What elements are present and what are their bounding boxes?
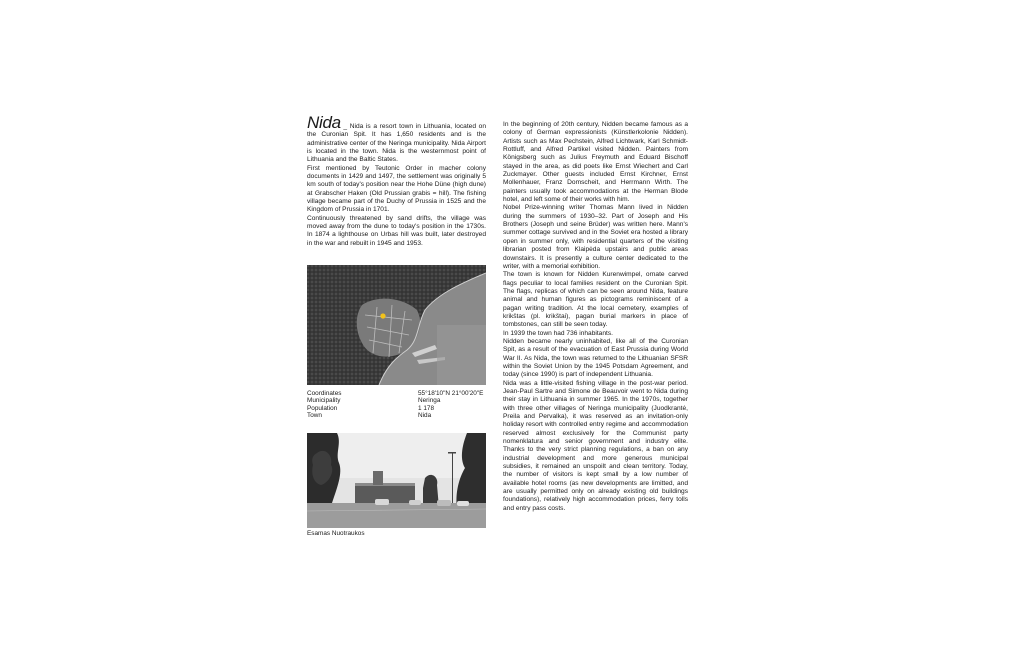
population-1939-paragraph: In 1939 the town had 736 inhabitants. (503, 329, 613, 337)
thomas-mann-paragraph: Nobel Prize-winning writer Thomas Mann lived in Nidden during the summers of 1930–32. Part of Joseph and His Brothers (Joseph und seine Brüder) was written here. Mann's summer cottage survived and in the Soviet era hosted a library open in summer only, with residential quarters of the visiting librarian posted from Klaipėda upstairs and public areas downstairs. It is presently a culture center dedicated to the writer, with a memorial exhibition. (503, 204, 688, 270)
fact-label: Municipality (307, 397, 341, 405)
postwar-paragraph: Nidden became nearly uninhabited, like all of the Curonian Spit, as a result of the evacuation of East Prussia during World War II. As Nida, the town was returned to the Lithuanian SFSR within the Soviet Union by the 1945 Potsdam Agreement, and today (since 1990) is part of independent Lithuania. (503, 337, 688, 379)
intro-paragraph (307, 114, 486, 165)
right-text-column (503, 121, 688, 513)
photo-caption: Esamas Nuotraukos (307, 530, 365, 537)
fact-row (307, 405, 487, 412)
fact-row (307, 390, 487, 397)
fact-label: Coordinates (307, 390, 342, 397)
resort-paragraph: Nida was a little-visited fishing village in the post-war period. Jean-Paul Sartre and Simone de Beauvoir went to Nida during their stay in Lithuania in summer 1965. In the 1970s, together with three other villages of Neringa municipality (Juodkrantė, Preila and Pervalka), it was reserved as an invitation-only holiday resort with controlled entry regime and accommodation reserved almost exclusively for the Communist party nomenklatura and senior government and industry elite. Thanks to the very strict planning regulations, a ban on any industrial development and more generous municipal subsidies, it remained an unspoilt and clean territory. Today, the number of visitors is kept small by a low number of available hotel rooms (as new developments are limitted, and are usually permitted only on already existing old buildings foundations), relatively high accommodation prices, ferry tolls and entry pass costs. (503, 379, 688, 512)
aerial-photo (307, 265, 486, 385)
expressionists-paragraph: In the beginning of 20th century, Nidden became famous as a colony of German expressionists (Künstlerkolonie Nidden). Artists such as Max Pechstein, Alfred Lichtwark, Karl Schmidt-Rottluff, and Alfred Partikel visited Nidden. Painters from Königsberg such as Julius Freymuth and Eduard Bischoff stayed in the area, as did poets like Ernst Wiechert and Carl Zuckmayer. Other guests included Ernst Kirchner, Ernst Mollenhauer, Franz Domscheit, and Herrmann Wirth. The painters usually took accommodations at the Herman Blode hotel, and left some of their works with him. (503, 121, 688, 204)
fact-row (307, 412, 487, 419)
intro-text: _ Nida is a resort town in Lithuania, located on the Curonian Spit. It has 1,650 residents and is the administrative center of the Neringa municipality. Nida Airport is located in the town. Nida is the westernmost point of Lithuania and the Baltic States. (307, 123, 486, 164)
relocation-paragraph: Continuously threatened by sand drifts, the village was moved away from the dune to today's position in the 1730s. In 1874 a lighthouse on Urbas hill was built, later destroyed in the war and rebuilt in 1945 and 1953. (307, 214, 486, 247)
fact-label: Town (307, 412, 322, 420)
street-photo (307, 433, 486, 528)
fact-row (307, 397, 487, 404)
fact-value: Nida (418, 412, 432, 420)
fact-value: Neringa (418, 397, 441, 405)
facts-table (307, 390, 487, 420)
history-paragraph: First mentioned by Teutonic Order in macher colony documents in 1429 and 1497, the settlement was originally 5 km south of today's position near the Hohe Düne (high dune) at Grabscher Haken (Old Prussian grabis = hill). The fishing village became part of the Duchy of Prussia in 1525 and the Kingdom of Prussia in 1701. (307, 164, 486, 214)
fact-value: 1 178 (418, 404, 434, 412)
left-text-column (307, 114, 486, 248)
fact-label: Population (307, 404, 338, 412)
fact-value: 55°18'10"N 21°00'20"E (418, 390, 484, 397)
kurenwimpel-paragraph: The town is known for Nidden Kurenwimpel, ornate carved flags peculiar to local families resident on the Curonian Spit. The flags, replicas of which can be seen around Nida, feature animal and human figures as pictograms reminiscent of a pagan writing tradition. At the local cemetery, examples of krikštas (pl. krikštai), pagan burial markers in place of tombstones, can still be seen today. (503, 271, 688, 329)
location-marker (380, 313, 385, 318)
page-title: Nida (307, 113, 341, 132)
